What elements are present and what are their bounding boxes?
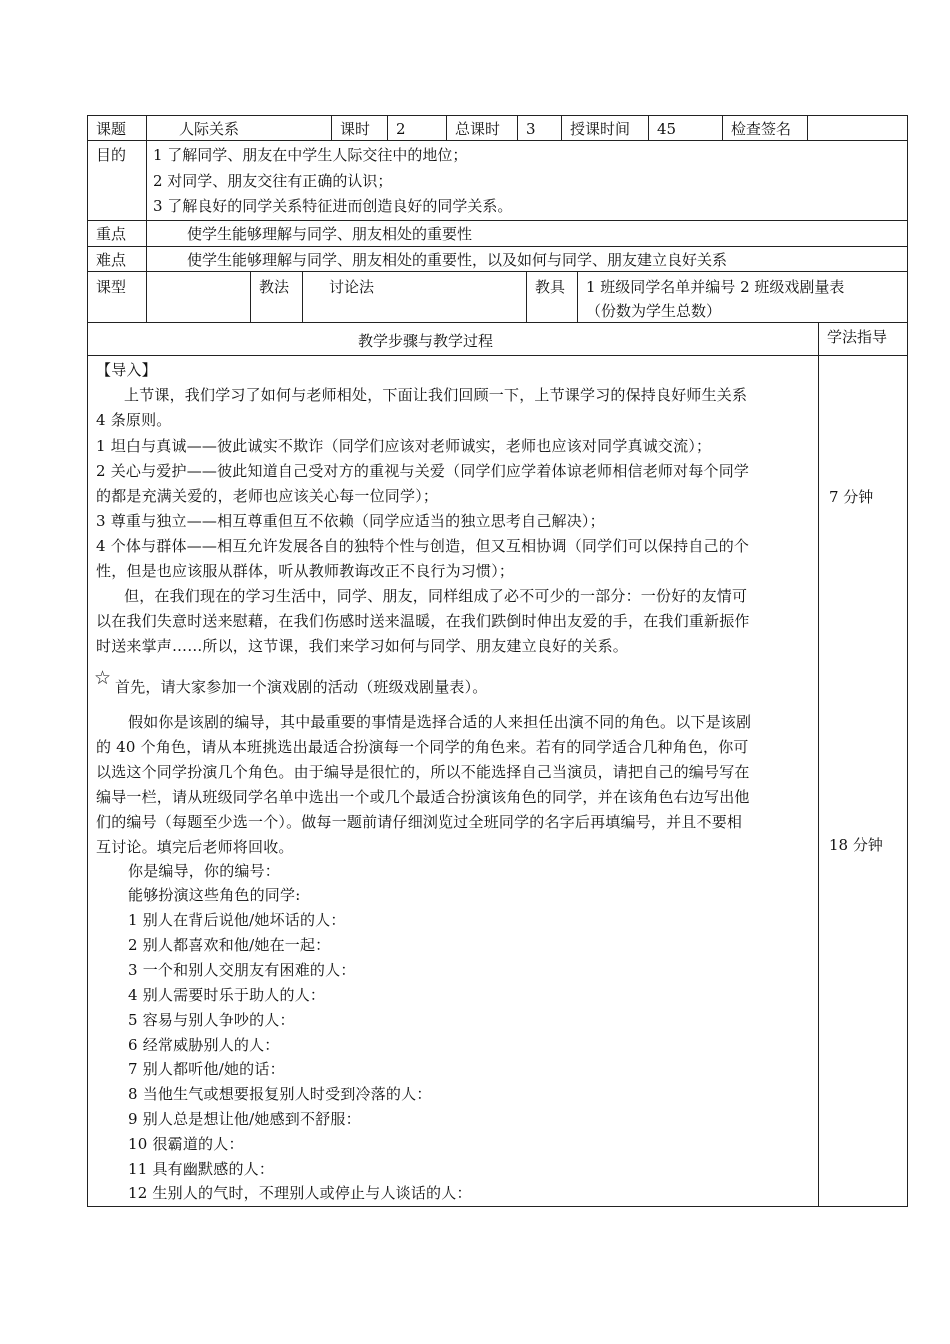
check-sign-value-cell (807, 115, 908, 141)
para2-line: 假如你是该剧的编导，其中最重要的事情是选择合适的人来担任出演不同的角色。以下是该剧 (128, 713, 752, 731)
lesson-type-label-cell (87, 271, 147, 323)
role-item: 7 别人都听他/她的话： (128, 1060, 285, 1078)
hours-label: 课时 (340, 120, 371, 138)
process-header: 教学步骤与教学过程 (358, 332, 494, 350)
goal-item: 1 了解同学、朋友在中学生人际交往中的地位； (153, 146, 468, 164)
total-hours-value: 3 (526, 120, 536, 138)
para2-line: 的 40 个角色，请从本班挑选出最适合扮演每一个同学的角色来。若有的同学适合几种角色，你可 (96, 738, 749, 756)
intro-line: 但，在我们现在的学习生活中，同学、朋友，同样组成了必不可少的一部分：一份好的友情可 (124, 587, 748, 605)
method-label-cell (250, 271, 303, 323)
difficulty-label: 难点 (96, 251, 127, 269)
method-value-cell (302, 271, 527, 323)
guide-content-cell (818, 355, 908, 1207)
goals-label-cell (87, 140, 147, 221)
topic-label: 课题 (96, 120, 127, 138)
intro-line: 1 坦白与真诚——彼此诚实不欺诈（同学们应该对老师诚实，老师也应该对同学真诚交流）； (96, 437, 712, 455)
method-value: 讨论法 (329, 278, 375, 296)
method-label: 教法 (259, 278, 290, 296)
director-line: 你是编导，你的编号： (128, 862, 281, 880)
role-item: 11 具有幽默感的人： (128, 1160, 275, 1178)
roles-intro: 能够扮演这些角色的同学: (128, 886, 301, 904)
para2-line: 互讨论。填完后老师将回收。 (96, 838, 294, 856)
hours-value: 2 (396, 120, 406, 138)
lesson-type-label: 课型 (96, 278, 127, 296)
key-point-label-cell (87, 220, 147, 247)
role-item: 4 别人需要时乐于助人的人： (128, 986, 326, 1004)
topic-value-cell (146, 115, 332, 141)
goals-cell (146, 140, 908, 221)
total-hours-value-cell (517, 115, 562, 141)
intro-line: 4 个体与群体——相互允许发展各自的独特个性与创造，但又互相协调（同学们可以保持自己的个 (96, 537, 750, 555)
role-item: 5 容易与别人争吵的人： (128, 1011, 295, 1029)
check-sign-label-cell (722, 115, 808, 141)
total-hours-label: 总课时 (455, 120, 501, 138)
teach-time-value-cell (648, 115, 723, 141)
teach-time-value: 45 (657, 120, 677, 138)
time-activity: 18 分钟 (829, 836, 883, 854)
intro-line: 2 关心与爱护——彼此知道自己受对方的重视与关爱（同学们应学着体谅老师相信老师对每个同学 (96, 462, 750, 480)
process-header-cell (87, 322, 819, 356)
intro-line: 3 尊重与独立——相互尊重但互不依赖（同学应适当的独立思考自己解决）； (96, 512, 605, 530)
hours-label-cell (331, 115, 388, 141)
total-hours-label-cell (446, 115, 518, 141)
tools-line-2: （份数为学生总数） (586, 302, 722, 320)
topic-value: 人际关系 (179, 120, 240, 138)
para2-line: 编导一栏，请从班级同学名单中选出一个或几个最适合扮演该角色的同学，并在该角色右边写出他 (96, 788, 750, 806)
tools-line-1: 1 班级同学名单并编号 2 班级戏剧量表 (586, 278, 845, 296)
topic-label-cell (87, 115, 147, 141)
role-item: 10 很霸道的人： (128, 1135, 244, 1153)
intro-title: 【导入】 (96, 361, 157, 379)
lesson-type-value-cell (146, 271, 251, 323)
check-sign-label: 检查签名 (731, 120, 792, 138)
role-item: 1 别人在背后说他/她坏话的人： (128, 911, 346, 929)
tools-label-cell (526, 271, 578, 323)
role-item: 3 一个和别人交朋友有困难的人： (128, 961, 356, 979)
intro-line: 时送来掌声……所以，这节课，我们来学习如何与同学、朋友建立良好的关系。 (96, 637, 629, 655)
star-icon: ☆ (94, 667, 112, 689)
key-point-cell (146, 220, 908, 247)
para2-line: 们的编号（每题至少选一个）。做每一题前请仔细浏览过全班同学的名字后再填编号，并且不要相 (96, 813, 743, 831)
para2-line: 以选这个同学扮演几个角色。由于编导是很忙的，所以不能选择自己当演员，请把自己的编号写在 (96, 763, 750, 781)
teach-time-label-cell (561, 115, 649, 141)
activity-text: 首先，请大家参加一个演戏剧的活动（班级戏剧量表）。 (115, 678, 488, 696)
intro-line: 以在我们失意时送来慰藉，在我们伤感时送来温暖，在我们跌倒时伸出友爱的手，在我们重新振作 (96, 612, 750, 630)
difficulty-text: 使学生能够理解与同学、朋友相处的重要性，以及如何与同学、朋友建立良好关系 (187, 251, 728, 269)
teach-time-label: 授课时间 (570, 120, 631, 138)
role-item: 6 经常威胁别人的人： (128, 1036, 280, 1054)
goal-item: 2 对同学、朋友交往有正确的认识； (153, 172, 393, 190)
intro-line: 上节课，我们学习了如何与老师相处，下面让我们回顾一下，上节课学习的保持良好师生关系 (124, 386, 748, 404)
tools-value-cell (577, 271, 908, 323)
role-item: 2 别人都喜欢和他/她在一起： (128, 936, 331, 954)
difficulty-cell (146, 246, 908, 272)
role-item: 8 当他生气或想要报复别人时受到冷落的人： (128, 1085, 432, 1103)
guide-header-cell (818, 322, 908, 356)
intro-line: 性，但是也应该服从群体，听从教师教诲改正不良行为习惯）； (96, 562, 515, 580)
guide-header: 学法指导 (827, 328, 888, 346)
time-intro: 7 分钟 (829, 488, 874, 506)
role-item: 9 别人总是想让他/她感到不舒服： (128, 1110, 361, 1128)
goals-label: 目的 (96, 146, 127, 164)
role-item: 12 生别人的气时，不理别人或停止与人谈话的人： (128, 1184, 472, 1202)
key-point-label: 重点 (96, 225, 127, 243)
key-point-text: 使学生能够理解与同学、朋友相处的重要性 (187, 225, 473, 243)
tools-label: 教具 (535, 278, 566, 296)
goal-item: 3 了解良好的同学关系特征进而创造良好的同学关系。 (153, 197, 513, 215)
intro-line: 的都是充满关爱的，老师也应该关心每一位同学）； (96, 487, 439, 505)
difficulty-label-cell (87, 246, 147, 272)
hours-value-cell (387, 115, 447, 141)
intro-line: 4 条原则。 (96, 411, 172, 429)
